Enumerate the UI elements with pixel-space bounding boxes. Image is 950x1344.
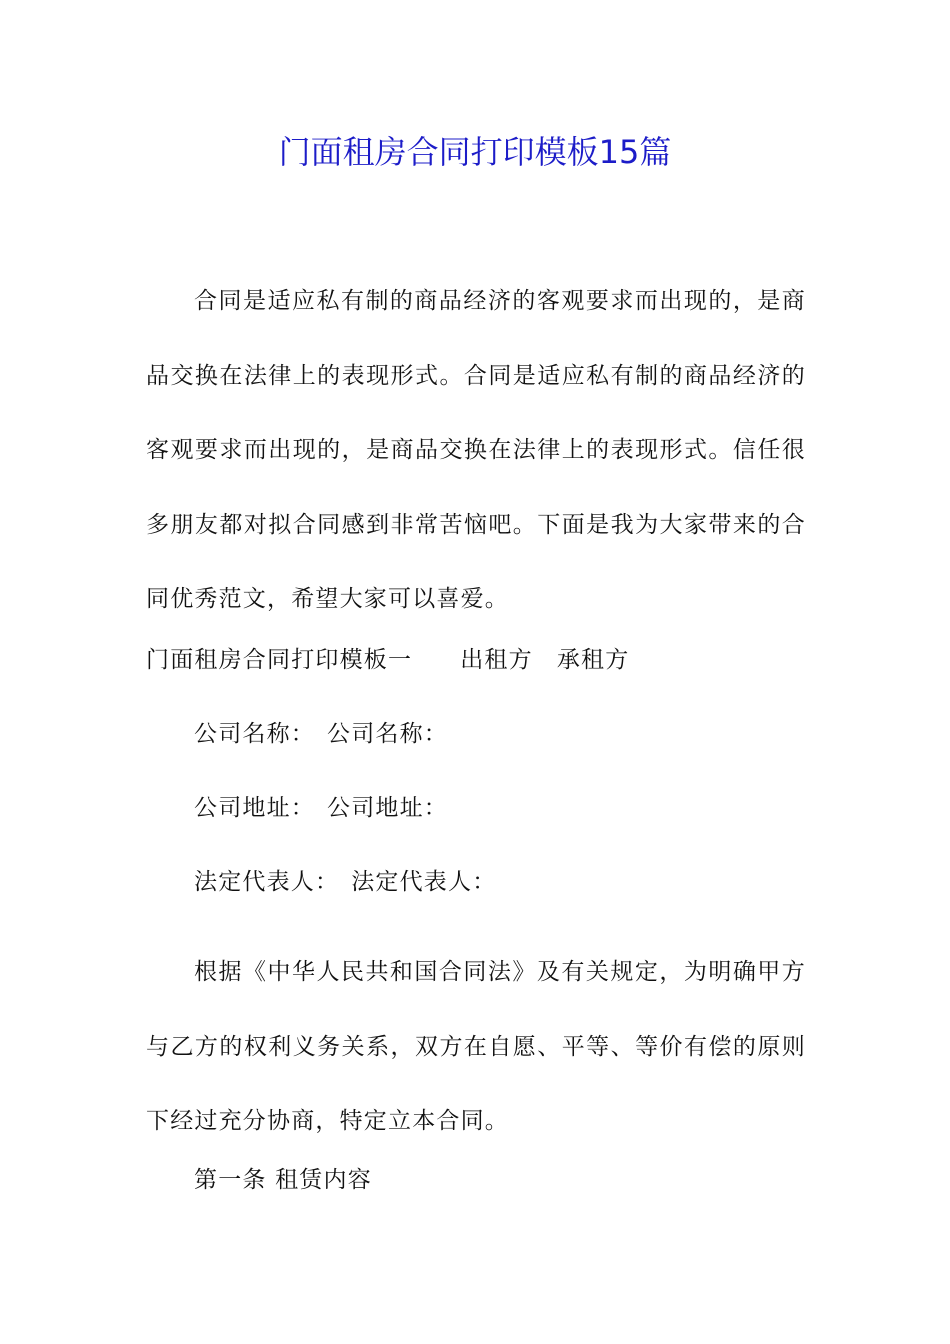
intro-paragraph: 合同是适应私有制的商品经济的客观要求而出现的，是商品交换在法律上的表现形式。合同是适应私有制的商品经济的客观要求而出现的，是商品交换在法律上的表现形式。信任很多朋友都对拟合同感到非常苦恼吧。下面是我为大家带来的合同优秀范文，希望大家可以喜爱。 [146, 288, 806, 612]
document-title: 门面租房合同打印模板15篇 [278, 133, 672, 171]
template-heading: 门面租房合同打印模板一 [146, 647, 413, 673]
legal-rep-line [194, 862, 496, 902]
company-name-right: 公司名称： [327, 721, 448, 747]
company-address-right: 公司地址： [327, 795, 448, 821]
legal-rep-left: 法定代表人： [194, 869, 340, 895]
article-one-heading: 第一条 租赁内容 [194, 1167, 372, 1193]
lessee-label: 承租方 [556, 647, 630, 673]
company-address-line [194, 788, 448, 828]
template-heading-line [146, 640, 629, 680]
company-name-line [194, 714, 448, 754]
lessor-label: 出租方 [460, 647, 533, 673]
company-name-left: 公司名称： [194, 721, 315, 747]
company-address-left: 公司地址： [194, 795, 315, 821]
legal-rep-right: 法定代表人： [351, 869, 497, 895]
basis-paragraph: 根据《中华人民共和国合同法》及有关规定，为明确甲方与乙方的权利义务关系，双方在自愿、平等、等价有偿的原则下经过充分协商，特定立本合同。 [146, 959, 806, 1134]
